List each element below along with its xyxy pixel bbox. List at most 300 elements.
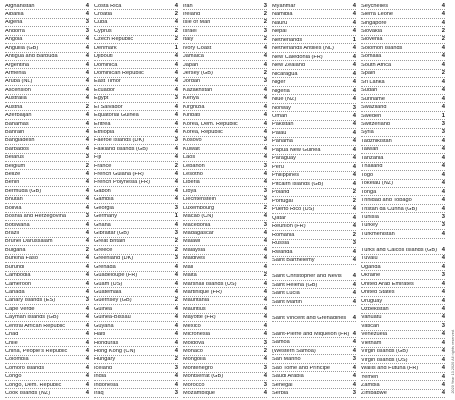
zone-number: 4 (441, 137, 445, 144)
zone-number: 4 (352, 62, 356, 69)
country-name: Tuvalu (361, 256, 378, 262)
country-row (183, 154, 267, 162)
country-row (183, 78, 267, 86)
country-name: Antigua and Barbuda (5, 54, 58, 60)
country-row (183, 137, 267, 145)
country-name: Norway (272, 105, 291, 111)
country-name: Saudi Arabia (272, 374, 304, 380)
zone-number: 4 (441, 339, 445, 346)
zone-number: 4 (174, 78, 178, 85)
zone-number: 1 (174, 44, 178, 51)
country-row (361, 255, 445, 263)
country-row (183, 111, 267, 119)
country-name: Italy (183, 37, 194, 43)
country-row (183, 162, 267, 170)
country-row (94, 95, 178, 103)
country-name: Korea, Dem. Republic (183, 121, 238, 127)
country-row (94, 221, 178, 229)
zone-number: 4 (174, 86, 178, 93)
zone-number: 4 (352, 381, 356, 388)
country-row (361, 314, 445, 322)
country-row (272, 2, 356, 10)
zone-number: 4 (174, 53, 178, 60)
country-name: Lesotho (183, 172, 203, 178)
column-5 (361, 2, 445, 398)
country-name: Greece (94, 247, 113, 253)
country-row (94, 297, 178, 305)
zone-number: 4 (85, 78, 89, 85)
country-row (94, 10, 178, 18)
zone-number: 4 (263, 154, 267, 161)
zone-number: 4 (352, 214, 356, 221)
zone-number: 3 (441, 222, 445, 229)
country-name: New Caledonia (FR) (272, 54, 323, 60)
zone-number: 4 (85, 95, 89, 102)
country-name: South Africa (361, 62, 392, 68)
country-name: United Arab Emirates (361, 281, 414, 287)
country-row (183, 255, 267, 263)
country-row (361, 230, 445, 238)
country-name: El Salvador (94, 104, 123, 110)
country-row (361, 288, 445, 296)
country-name: Guatemala (94, 289, 122, 295)
zone-number: 4 (85, 61, 89, 68)
zone-number: 4 (85, 272, 89, 279)
country-name: Cambodia (5, 273, 31, 279)
country-name: Austria (5, 104, 23, 110)
country-name: Anguilla (GB) (5, 45, 39, 51)
country-name: Vanuatu (361, 315, 382, 321)
country-name: Rwanda (272, 249, 293, 255)
country-row (94, 53, 178, 61)
country-row (361, 339, 445, 347)
country-name: Moldova (183, 340, 205, 346)
country-name: Canary Islands (ES) (5, 298, 56, 304)
country-name: Grenada (94, 264, 116, 270)
country-row (272, 372, 356, 380)
country-row (183, 339, 267, 347)
zone-number: 4 (174, 373, 178, 380)
copyright-note: 2020 Year 13.2020 All rights reserved. (451, 329, 455, 394)
zone-number: 4 (441, 348, 445, 355)
country-row (183, 246, 267, 254)
zone-number: 3 (263, 381, 267, 388)
country-name: Togo (361, 172, 374, 178)
country-name: Somalia (361, 54, 382, 60)
country-name: Japan (183, 62, 199, 68)
zone-number: 4 (85, 221, 89, 228)
country-row (272, 53, 356, 61)
zone-number: 4 (85, 2, 89, 9)
country-row (272, 104, 356, 112)
country-row (272, 306, 356, 322)
country-name: Denmark (94, 45, 117, 51)
country-row (272, 70, 356, 78)
country-row (183, 272, 267, 280)
country-row (361, 205, 445, 213)
zone-number: 4 (263, 314, 267, 321)
country-row (272, 240, 356, 248)
country-row (183, 27, 267, 35)
zone-number: 3 (174, 255, 178, 262)
country-row (272, 27, 356, 35)
country-row (272, 381, 356, 389)
country-row (94, 322, 178, 330)
country-name: Iraq (94, 391, 104, 397)
zone-number: 4 (263, 61, 267, 68)
country-row (183, 330, 267, 338)
country-row (94, 381, 178, 389)
zone-number: 4 (85, 331, 89, 338)
country-name: Israel (183, 28, 197, 34)
country-name: Ecuador (94, 87, 115, 93)
zone-number: 4 (85, 120, 89, 127)
country-name: Mayotte (FR) (183, 315, 216, 321)
country-name: Benin (5, 180, 20, 186)
country-row (272, 121, 356, 129)
country-row (94, 128, 178, 136)
column-3 (183, 2, 267, 398)
zone-number: 4 (85, 255, 89, 262)
country-row (5, 78, 89, 86)
country-name: Australia (5, 96, 27, 102)
country-name: Tokelau (NZ) (361, 181, 394, 187)
zone-number: 4 (174, 19, 178, 26)
zone-number: 2 (263, 11, 267, 18)
country-name: Albania (5, 12, 24, 18)
zone-number: 1 (352, 36, 356, 43)
country-name: Ascension (5, 87, 31, 93)
country-row (5, 297, 89, 305)
country-row (272, 281, 356, 289)
zone-number: 2 (263, 347, 267, 354)
zone-number: 4 (441, 171, 445, 178)
zone-number: 4 (174, 187, 178, 194)
country-name: Sri Lanka (361, 79, 385, 85)
country-row (361, 263, 445, 271)
country-name: Djibouti (94, 54, 113, 60)
zone-number: 4 (174, 145, 178, 152)
country-row (94, 356, 178, 364)
country-name: Slovenia (361, 37, 383, 43)
zone-number: 4 (352, 273, 356, 280)
zone-number: 4 (352, 290, 356, 297)
country-name: Mexico (183, 323, 201, 329)
country-name: Montserrat (GB) (183, 374, 224, 380)
zone-number: 4 (174, 154, 178, 161)
country-name: Marshall Islands (US) (183, 281, 237, 287)
country-row (361, 188, 445, 196)
zone-number: 4 (441, 382, 445, 389)
country-row (183, 44, 267, 52)
zone-number: 4 (352, 138, 356, 145)
country-row (5, 44, 89, 52)
country-name: Argentina (5, 62, 29, 68)
country-row (183, 179, 267, 187)
country-row (361, 95, 445, 103)
country-row (272, 338, 356, 346)
country-name: Congo (5, 374, 22, 380)
country-row (272, 223, 356, 231)
zone-number: 4 (85, 381, 89, 388)
country-row (5, 162, 89, 170)
country-name: French Guiana (FR) (94, 172, 144, 178)
zone-number: 4 (441, 78, 445, 85)
country-row (361, 196, 445, 204)
zone-number: 4 (352, 53, 356, 60)
zone-number: 4 (263, 373, 267, 380)
zone-number: 4 (174, 331, 178, 338)
country-name: Martinique (FR) (183, 289, 222, 295)
country-row (361, 53, 445, 61)
country-name: Algeria (5, 20, 23, 26)
country-row (5, 128, 89, 136)
country-row (361, 36, 445, 44)
country-row (272, 197, 356, 205)
country-name: Egypt (94, 96, 109, 102)
country-name: Faeroe Islands (DK) (94, 138, 145, 144)
zone-number: 3 (441, 121, 445, 127)
zone-number: 4 (352, 364, 356, 371)
zone-number: 4 (263, 322, 267, 329)
country-row (272, 61, 356, 69)
country-row (94, 347, 178, 355)
zone-number: 4 (352, 248, 356, 255)
country-name: Tanzania (361, 155, 384, 161)
country-name: Puerto Rico (US) (272, 207, 315, 213)
country-name: Brazil (5, 231, 19, 237)
country-row (94, 36, 178, 44)
country-name: São Tomé and Príncipe (272, 365, 331, 371)
country-row (5, 137, 89, 145)
country-row (361, 305, 445, 313)
zone-number: 4 (352, 2, 356, 9)
zone-number: 2 (85, 246, 89, 253)
zone-number: 4 (85, 11, 89, 18)
country-row (272, 172, 356, 180)
zone-number: 4 (352, 112, 356, 119)
country-row (183, 95, 267, 103)
country-row (183, 196, 267, 204)
country-row (361, 87, 445, 95)
zone-number: 3 (263, 187, 267, 194)
country-name: Mauritius (183, 306, 206, 312)
country-row (183, 288, 267, 296)
country-name: Lebanon (183, 163, 205, 169)
zone-number: 4 (352, 163, 356, 170)
country-row (5, 322, 89, 330)
country-row (183, 364, 267, 372)
zone-number: 4 (174, 221, 178, 228)
country-name: Chad (5, 332, 19, 338)
country-row (5, 339, 89, 347)
country-row (272, 347, 356, 355)
zone-number: 3 (263, 78, 267, 85)
country-row (272, 129, 356, 137)
country-name: Hong Kong (CN) (94, 348, 136, 354)
country-row (94, 364, 178, 372)
zone-number: 4 (441, 230, 445, 237)
country-row (272, 265, 356, 281)
zone-number: 4 (263, 230, 267, 237)
country-name: Namibia (272, 12, 293, 18)
zone-number: 4 (441, 180, 445, 187)
country-name: Bahrain (5, 129, 25, 135)
country-name: Hungary (94, 357, 116, 363)
country-row (183, 238, 267, 246)
country-name: Saint Vincent and Grenadines (272, 315, 347, 321)
zone-number: 4 (85, 322, 89, 329)
zone-number: 4 (441, 305, 445, 312)
zone-number: 4 (441, 104, 445, 111)
zone-number: 4 (263, 179, 267, 186)
country-name: Turks and Caicos Islands (GB) (361, 247, 437, 253)
zone-number: 4 (352, 257, 356, 264)
country-row (5, 187, 89, 195)
zone-number: 4 (174, 120, 178, 127)
zone-number: 4 (441, 255, 445, 262)
country-row (94, 314, 178, 322)
zone-number: 3 (174, 390, 178, 397)
country-row (361, 78, 445, 86)
country-name: Eritrea (94, 121, 111, 127)
country-row (361, 222, 445, 230)
column-2 (94, 2, 178, 398)
country-row (183, 381, 267, 389)
zone-number: 4 (174, 280, 178, 287)
country-row (272, 78, 356, 86)
country-name: Dominica (94, 62, 118, 68)
country-name: Cayman Islands (GB) (5, 315, 59, 321)
country-name: Netherlands (272, 37, 303, 43)
country-name: Singapore (361, 20, 387, 26)
country-row (361, 27, 445, 35)
country-name: Central African Republic (5, 323, 66, 329)
country-name: Bermuda (GB) (5, 188, 42, 194)
zone-number: 4 (441, 11, 445, 18)
country-name: Jamaica (183, 54, 204, 60)
country-name: Cape Verde (5, 306, 35, 312)
zone-number: 4 (441, 188, 445, 195)
country-row (361, 373, 445, 381)
country-row (361, 154, 445, 162)
zone-number: 3 (352, 390, 356, 397)
country-name: Andorra (5, 28, 25, 34)
zone-number: 4 (263, 86, 267, 93)
country-name: France (94, 163, 112, 169)
country-row (183, 10, 267, 18)
country-name: Botswana (5, 222, 30, 228)
country-name: Germany (94, 214, 118, 220)
zone-number: 4 (174, 179, 178, 186)
zone-number: 4 (174, 322, 178, 329)
zone-number: 3 (85, 27, 89, 34)
country-name: Cuba (94, 20, 108, 26)
country-row (272, 138, 356, 146)
country-name: Russia (272, 241, 290, 247)
country-name: Sweden (361, 113, 382, 119)
zone-number: 4 (174, 61, 178, 68)
country-row (94, 305, 178, 313)
country-row (94, 170, 178, 178)
country-name: Seychelles (361, 3, 389, 9)
country-name: Burundi (5, 264, 25, 270)
country-row (183, 187, 267, 195)
country-row (5, 305, 89, 313)
zone-number: 3 (85, 154, 89, 161)
zone-number: 4 (352, 206, 356, 213)
zone-number: 2 (174, 238, 178, 245)
country-zone-table (5, 2, 445, 398)
zone-number: 4 (352, 11, 356, 18)
country-row (5, 145, 89, 153)
country-name: San Marino (272, 357, 301, 363)
zone-number: 4 (174, 70, 178, 76)
country-row (361, 10, 445, 18)
country-name: United States (361, 290, 395, 296)
country-row (361, 239, 445, 255)
zone-number: 4 (85, 187, 89, 194)
country-row (94, 246, 178, 254)
country-row (94, 179, 178, 187)
zone-number: 2 (174, 297, 178, 304)
country-name: Great Britain (94, 239, 126, 245)
country-name: Zimbabwe (361, 391, 387, 397)
zone-number: 4 (174, 314, 178, 321)
country-name: East Timor (94, 79, 121, 85)
zone-number: 3 (174, 204, 178, 211)
country-name: Isle of Man (183, 20, 211, 26)
country-row (5, 213, 89, 221)
country-row (94, 263, 178, 271)
country-row (183, 204, 267, 212)
country-row (5, 179, 89, 187)
country-row (361, 61, 445, 69)
country-name: Nepal (272, 29, 287, 35)
country-row (94, 196, 178, 204)
country-name: Swaziland (361, 105, 387, 111)
country-name: Monaco (183, 348, 203, 354)
zone-number: 4 (85, 373, 89, 380)
zone-number: 2 (263, 36, 267, 43)
country-row (5, 364, 89, 372)
country-row (94, 229, 178, 237)
country-name: Suriname (361, 96, 385, 102)
country-row (5, 330, 89, 338)
country-row (272, 112, 356, 120)
country-row (183, 128, 267, 136)
country-name: Angola (5, 37, 23, 43)
country-row (272, 206, 356, 214)
zone-number: 4 (263, 331, 267, 338)
country-name: Gambia (94, 197, 114, 203)
zone-number: 1 (441, 112, 445, 119)
country-row (361, 70, 445, 78)
country-row (5, 263, 89, 271)
country-row (272, 364, 356, 372)
zone-number: 4 (352, 223, 356, 230)
zone-number: 4 (263, 238, 267, 245)
country-row (272, 257, 356, 265)
country-row (94, 288, 178, 296)
country-row (272, 180, 356, 188)
zone-number: 3 (441, 213, 445, 220)
country-name: Turkmenistan (361, 231, 395, 237)
zone-number: 2 (441, 28, 445, 35)
column-4 (272, 2, 356, 398)
country-name: Mozambique (183, 391, 216, 397)
zone-number: 4 (263, 128, 267, 135)
